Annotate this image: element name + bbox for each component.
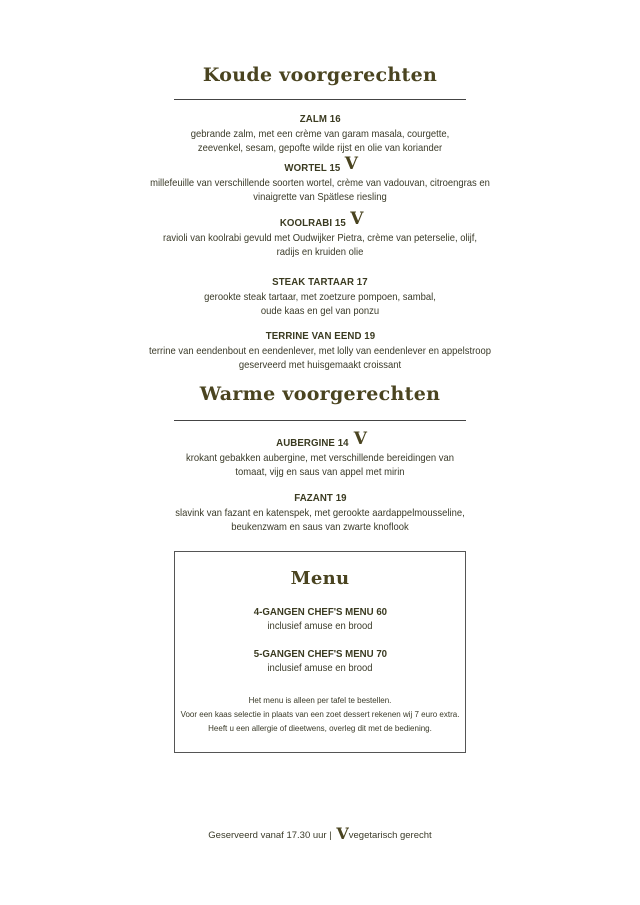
menu-item-name: 5-GANGEN CHEF'S MENU 70 xyxy=(253,648,387,660)
served-time: Geserveerd vanaf 17.30 uur | xyxy=(208,830,332,841)
vegetarian-icon: V xyxy=(344,154,358,174)
vegetarian-icon: V xyxy=(336,824,349,843)
dish-name: KOOLRABI 15 xyxy=(279,217,346,229)
vegetarian-icon: V xyxy=(353,429,367,449)
dish-name: AUBERGINE 14 xyxy=(276,437,349,449)
menu-item-description: inclusief amuse en brood xyxy=(267,620,373,632)
dish-description: gebrande zalm, met een crème van garam masala, courgette, xyxy=(190,128,450,140)
menu-title: Menu xyxy=(290,568,350,589)
dish-name: TERRINE VAN EEND 19 xyxy=(265,330,375,342)
dish-description: beukenzwam en saus van zwarte knoflook xyxy=(231,521,409,533)
dish-description: millefeuille van verschillende soorten wortel, crème van vadouvan, citroengras en xyxy=(150,177,490,189)
menu-note: Heeft u een allergie of dieetwens, overleg dit met de bediening. xyxy=(208,724,432,733)
section-title-cold-starters: Koude voorgerechten xyxy=(202,64,438,86)
dish-description: radijs en kruiden olie xyxy=(276,246,364,258)
dish-description: geserveerd met huisgemaakt croissant xyxy=(238,359,402,371)
dish-name: STEAK TARTAAR 17 xyxy=(272,276,368,288)
dish-description: ravioli van koolrabi gevuld met Oudwijker Pietra, crème van peterselie, olijf, xyxy=(162,232,478,244)
dish-description: zeevenkel, sesam, gepofte wilde rijst en olie van koriander xyxy=(197,142,443,154)
vegetarian-icon: V xyxy=(350,209,364,229)
vegetarian-legend: vegetarisch gerecht xyxy=(348,830,432,841)
dish-description: tomaat, vijg en saus van appel met mirin xyxy=(235,466,405,478)
dish-description: terrine van eendenbout en eendenlever, met lolly van eendenlever en appelstroop xyxy=(148,345,492,357)
divider xyxy=(174,420,466,421)
divider xyxy=(174,99,466,100)
section-title-warm-starters: Warme voorgerechten xyxy=(199,383,441,405)
dish-item xyxy=(0,154,640,204)
menu-notes xyxy=(175,694,465,736)
menu-note: Voor een kaas selectie in plaats van een zoet dessert rekenen wij 7 euro extra. xyxy=(180,710,460,719)
menu-item xyxy=(175,644,465,674)
dish-name: ZALM 16 xyxy=(299,113,341,125)
dish-item xyxy=(0,272,640,318)
dish-description: gerookte steak tartaar, met zoetzure pompoen, sambal, xyxy=(204,291,436,303)
dish-item xyxy=(0,326,640,372)
dish-item xyxy=(0,488,640,534)
dish-name: WORTEL 15 xyxy=(284,162,341,174)
menu-item xyxy=(175,602,465,632)
footer xyxy=(0,824,640,843)
dish-item xyxy=(0,209,640,259)
dish-item xyxy=(0,429,640,479)
chef-menu-box xyxy=(174,551,466,753)
menu-note: Het menu is alleen per tafel te bestellen. xyxy=(248,696,392,705)
dish-description: slavink van fazant en katenspek, met gerookte aardappelmousseline, xyxy=(175,507,465,519)
dish-name: FAZANT 19 xyxy=(293,492,347,504)
dish-description: vinaigrette van Spätlese riesling xyxy=(253,191,387,203)
menu-item-description: inclusief amuse en brood xyxy=(267,662,373,674)
dish-description: oude kaas en gel van ponzu xyxy=(260,305,380,317)
dish-description: krokant gebakken aubergine, met verschillende bereidingen van xyxy=(186,452,454,464)
dish-item xyxy=(0,109,640,155)
menu-item-name: 4-GANGEN CHEF'S MENU 60 xyxy=(253,606,387,618)
